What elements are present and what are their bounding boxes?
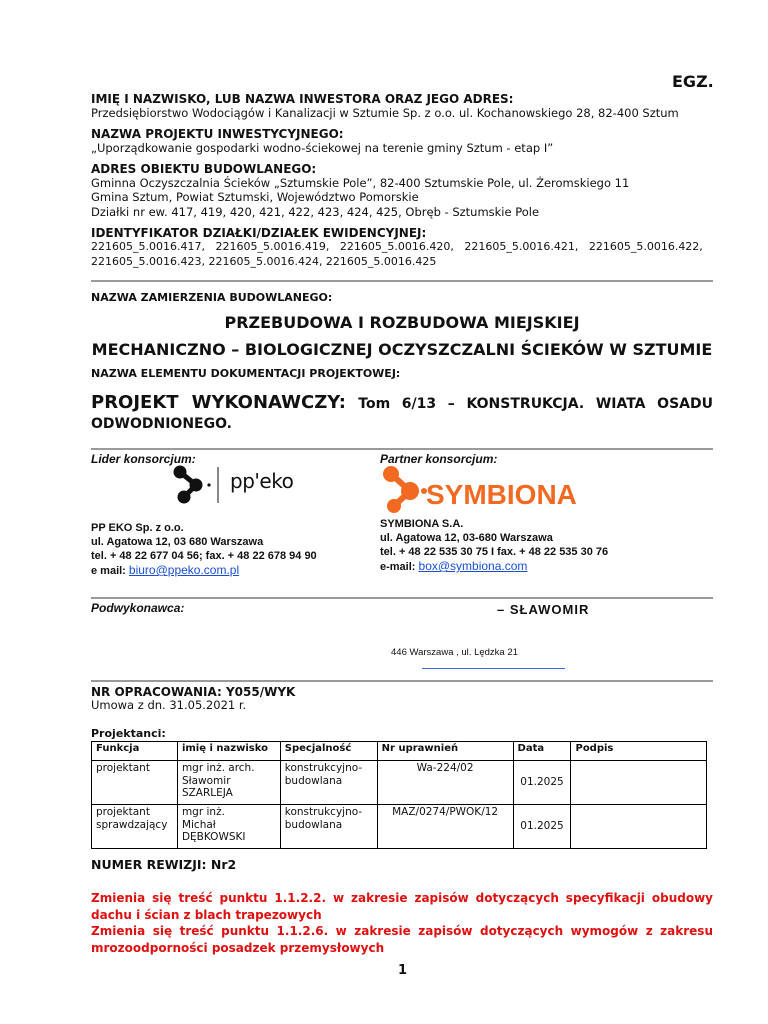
executive-project-volume: Tom 6/13 – KONSTRUKCJA. WIATA OSADU <box>358 396 713 412</box>
identifier-label: IDENTYFIKATOR DZIAŁKI/DZIAŁEK EWIDENCYJNEJ: <box>91 226 427 240</box>
page-number: 1 <box>398 963 408 978</box>
address-label: ADRES OBIEKTU BUDOWLANEGO: <box>91 162 317 176</box>
table-row <box>92 761 707 805</box>
table-header: Podpis <box>571 742 707 761</box>
cell-license: Wa-224/02 <box>377 761 513 805</box>
partner-email-link[interactable]: box@symbiona.com <box>418 559 528 573</box>
designers-table <box>91 741 707 849</box>
address-line: Gmina Sztum, Powiat Sztumski, Województwo Pomorskie <box>91 190 419 204</box>
table-header: Data <box>513 742 571 761</box>
symbiona-logo <box>380 465 610 515</box>
separator <box>91 448 713 450</box>
revision-change: Zmienia się treść punktu 1.1.2.6. w zakresie zapisów dotyczących wymogów z zakresu mrozoodporności posadzek przemysłowych <box>91 924 713 955</box>
identifier-line: 221605_5.0016.417, 221605_5.0016.419, 221605_5.0016.420, 221605_5.0016.421, 221605_5.0016.422, <box>91 240 703 253</box>
address-line: Działki nr ew. 417, 419, 420, 421, 422, 423, 424, 425, Obręb - Sztumskie Pole <box>91 204 540 219</box>
cell-function: projektant <box>92 761 178 805</box>
cell-license: MAZ/0274/PWOK/12 <box>377 805 513 849</box>
executive-project-heading: PROJEKT WYKONAWCZY: <box>91 392 346 413</box>
table-row <box>92 805 707 849</box>
revision-number: NUMER REWIZJI: Nr2 <box>91 857 237 872</box>
cell-date: 01.2025 <box>513 761 571 805</box>
subcontractor-underline <box>422 668 565 669</box>
address-line: Gminna Oczyszczalnia Ścieków „Sztumskie Pole”, 82-400 Sztumskie Pole, ul. Żeromskiego 11 <box>91 176 630 190</box>
table-header: imię i nazwisko <box>177 742 280 761</box>
cell-function: projektant sprawdzający <box>92 805 178 849</box>
leader-email-link[interactable]: biuro@ppeko.com.pl <box>128 563 240 577</box>
separator <box>91 597 713 599</box>
subcontractor-address: 446 Warszawa , ul. Lędzka 21 <box>391 647 518 658</box>
subcontractor-name: – SŁAWOMIR <box>497 602 590 617</box>
identifier-line: 221605_5.0016.423, 221605_5.0016.424, 221605_5.0016.425 <box>91 254 437 268</box>
table-header: Funkcja <box>92 742 178 761</box>
executive-project-title <box>91 392 713 413</box>
copy-marker: EGZ. <box>672 72 714 91</box>
partner-street: ul. Agatowa 12, 03-680 Warszawa <box>380 532 553 544</box>
partner-email-label: e-mail: <box>380 561 419 573</box>
construction-label: NAZWA ZAMIERZENIA BUDOWLANEGO: <box>91 291 333 304</box>
partner-name: SYMBIONA S.A. <box>380 518 464 530</box>
partner-phone: tel. + 48 22 535 30 75 I fax. + 48 22 535 30 76 <box>380 546 609 558</box>
cell-date: 01.2025 <box>513 805 571 849</box>
construction-title: PRZEBUDOWA I ROZBUDOWA MIEJSKIEJ <box>224 313 580 332</box>
investor-label: IMIĘ I NAZWISKO, LUB NAZWA INWESTORA ORAZ JEGO ADRES: <box>91 92 514 106</box>
separator <box>91 280 713 282</box>
leader-name: PP EKO Sp. z o.o. <box>91 522 184 534</box>
separator <box>91 680 713 682</box>
cell-signature <box>571 761 707 805</box>
element-label: NAZWA ELEMENTU DOKUMENTACJI PROJEKTOWEJ: <box>91 367 401 380</box>
project-value: „Uporządkowanie gospodarki wodno-ściekowej na terenie gminy Sztum - etap I” <box>91 141 554 155</box>
ppeko-logo <box>170 463 300 505</box>
designers-label: Projektanci: <box>91 727 166 740</box>
leader-email-label: e mail: <box>91 565 129 577</box>
study-contract: Umowa z dn. 31.05.2021 r. <box>91 698 247 712</box>
executive-project-title-cont: ODWODNIONEGO. <box>91 416 232 432</box>
leader-details <box>91 521 317 578</box>
investor-value: Przedsiębiorstwo Wodociągów i Kanalizacji w Sztumie Sp. z o.o. ul. Kochanowskiego 28, 82-400 Sztum <box>91 106 679 120</box>
construction-title: MECHANICZNO – BIOLOGICZNEJ OCZYSZCZALNI ŚCIEKÓW W SZTUMIE <box>91 340 713 359</box>
cell-specialty: konstrukcyjno- budowlana <box>280 761 377 805</box>
leader-label: Lider konsorcjum: <box>91 452 196 466</box>
project-label: NAZWA PROJEKTU INWESTYCYJNEGO: <box>91 127 344 141</box>
partner-details <box>380 517 608 574</box>
leader-phone: tel. + 48 22 677 04 56; fax. + 48 22 678 94 90 <box>91 550 317 562</box>
symbiona-logo-text: SYMBIONA <box>426 479 577 510</box>
ppeko-logo-text: pp'eko <box>230 469 294 493</box>
cell-name: mgr inż. arch. Sławomir SZARLEJA <box>177 761 280 805</box>
cell-specialty: konstrukcyjno- budowlana <box>280 805 377 849</box>
revision-change: Zmienia się treść punktu 1.1.2.2. w zakresie zapisów dotyczących specyfikacji obudowy dachu i ścian z blach trapezowych <box>91 891 713 922</box>
study-number: NR OPRACOWANIA: Y055/WYK <box>91 685 296 699</box>
leader-street: ul. Agatowa 12, 03 680 Warszawa <box>91 536 264 548</box>
subcontractor-label: Podwykonawca: <box>91 601 185 615</box>
table-header: Nr uprawnień <box>377 742 513 761</box>
cell-name: mgr inż. Michał DĘBKOWSKI <box>177 805 280 849</box>
cell-signature <box>571 805 707 849</box>
table-header: Specjalność <box>280 742 377 761</box>
partner-label: Partner konsorcjum: <box>380 452 498 466</box>
